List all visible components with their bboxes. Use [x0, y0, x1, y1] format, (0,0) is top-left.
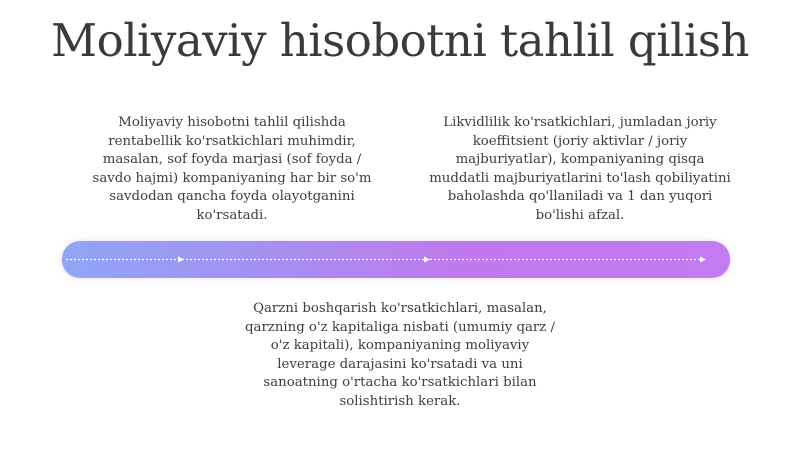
text-block-top-left: Moliyaviy hisobotni tahlil qilishda rentabellik ko'rsatkichlari muhimdir, masalan, sof foyda marjasi (sof foyda / savdo hajmi) kompaniyaning har bir so'm savdodan qancha foyda olayotganini ko'rsatadi.: [92, 115, 372, 223]
text-block-bottom: Qarzni boshqarish ko'rsatkichlari, masalan, qarzning o'z kapitaliga nisbati (umumiy qarz / o'z kapitali), kompaniyaning moliyaviy leverage darajasini ko'rsatadi va uni sanoatning o'rtacha ko'rsatkichlari bilan solishtirish kerak.: [245, 301, 555, 409]
page-title: Moliyaviy hisobotni tahlil qilish: [51, 14, 749, 67]
text-block-top-right: Likvidlilik ko'rsatkichlari, jumladan joriy koeffitsient (joriy aktivlar / joriy majburiyatlar), kompaniyaning qisqa muddatli majburiyatlarini to'lash qobiliyatini baholashda qo'llaniladi va 1 dan yuqori bo'lishi afzal.: [429, 115, 731, 223]
timeline-bar: [62, 241, 730, 278]
timeline-line: [62, 241, 730, 278]
arrow-right-icon: [700, 257, 706, 263]
arrow-right-icon: [424, 257, 430, 263]
arrow-right-icon: [178, 257, 184, 263]
